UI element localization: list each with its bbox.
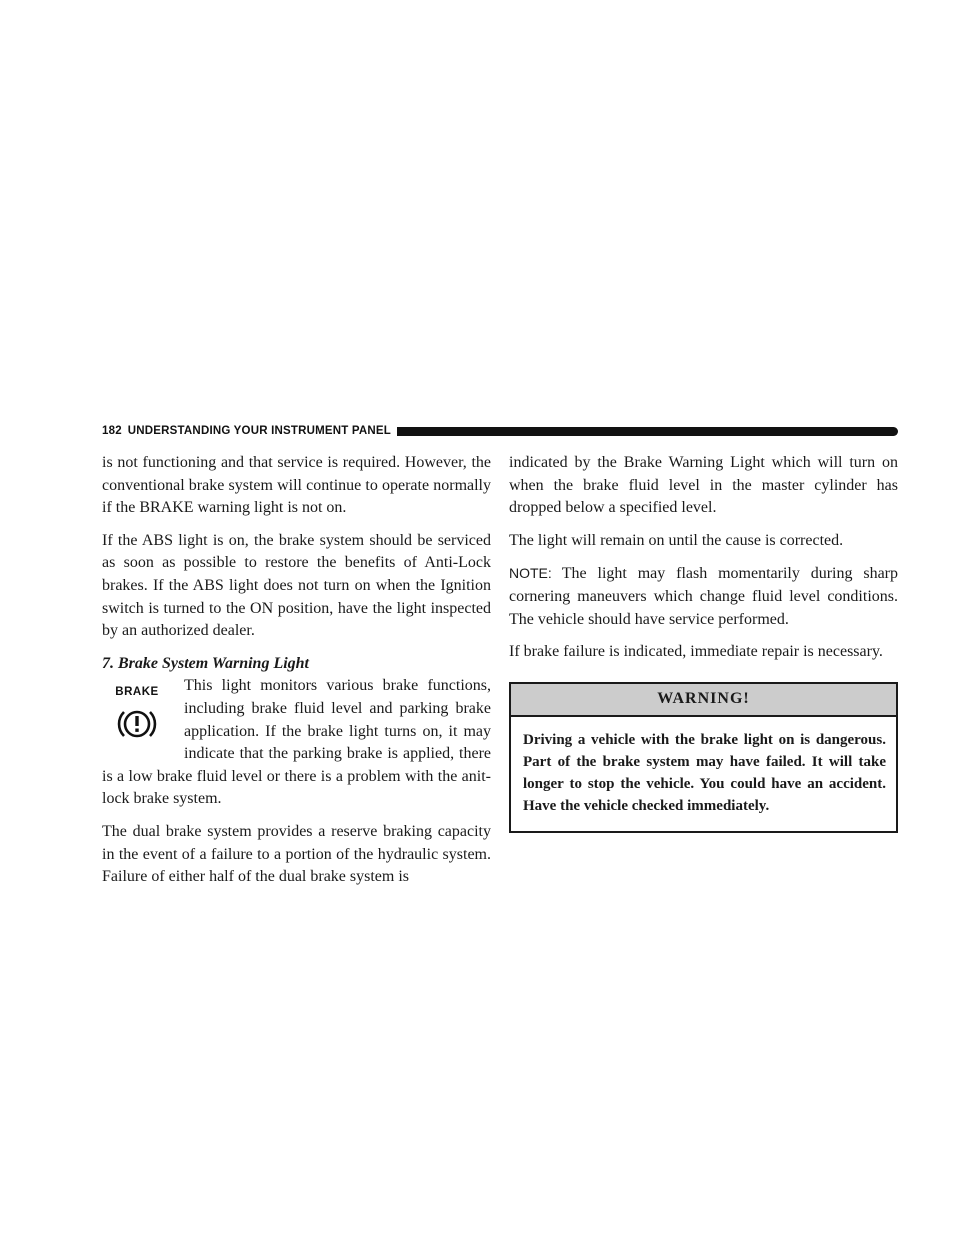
- paragraph: If brake failure is indicated, immediate repair is necessary.: [509, 643, 883, 661]
- header-rule: [397, 427, 898, 436]
- brake-warning-icon: [102, 681, 172, 749]
- page-number: 182: [102, 425, 122, 437]
- warning-box: [509, 682, 898, 834]
- paragraph: This light monitors various brake functions, including brake fluid level and parking brake application. If the brake light turns on, it may indicate that the parking brake is applied, there is a low brake fluid level or there is a problem with the anit-lock brake system.: [102, 677, 491, 808]
- warning-title: WARNING!: [511, 684, 896, 718]
- brake-icon-label: BRAKE: [115, 686, 159, 699]
- note-paragraph: [509, 562, 898, 631]
- paragraph: indicated by the Brake Warning Light which will turn on when the brake fluid level in the master cylinder has dropped below a specified level.: [509, 454, 898, 517]
- note-text: The light may flash momentarily during sharp cornering maneuvers which change fluid level conditions. The vehicle should have service performed.: [509, 565, 898, 628]
- paragraph: If the ABS light is on, the brake system should be serviced as soon as possible to restore the benefits of Anti-Lock brakes. If the ABS light does not turn on when the Ignition switch is turned to the ON position, have the light inspected by an authorized dealer.: [102, 531, 491, 640]
- right-column: [509, 452, 898, 833]
- note-label: NOTE:: [509, 565, 552, 582]
- section-title: UNDERSTANDING YOUR INSTRUMENT PANEL: [127, 425, 391, 437]
- left-column: [102, 452, 491, 899]
- paragraph: The dual brake system provides a reserve braking capacity in the event of a failure to a portion of the hydraulic system. Failure of either half of the dual brake system is: [102, 822, 491, 886]
- brake-light-section: [102, 675, 491, 811]
- warning-text: Driving a vehicle with the brake light on is dangerous. Part of the brake system may have failed. It will take longer to stop the vehicle. You could have an accident. Have the vehicle checked immediately.: [523, 732, 886, 815]
- subsection-heading: 7. Brake System Warning Light: [102, 654, 309, 672]
- paragraph: is not functioning and that service is required. However, the conventional brake system will continue to operate normally if the BRAKE warning light is not on.: [102, 454, 491, 517]
- paragraph: The light will remain on until the cause is corrected.: [509, 531, 844, 549]
- page-header: [102, 423, 898, 439]
- exclamation-circle-icon: [116, 707, 158, 741]
